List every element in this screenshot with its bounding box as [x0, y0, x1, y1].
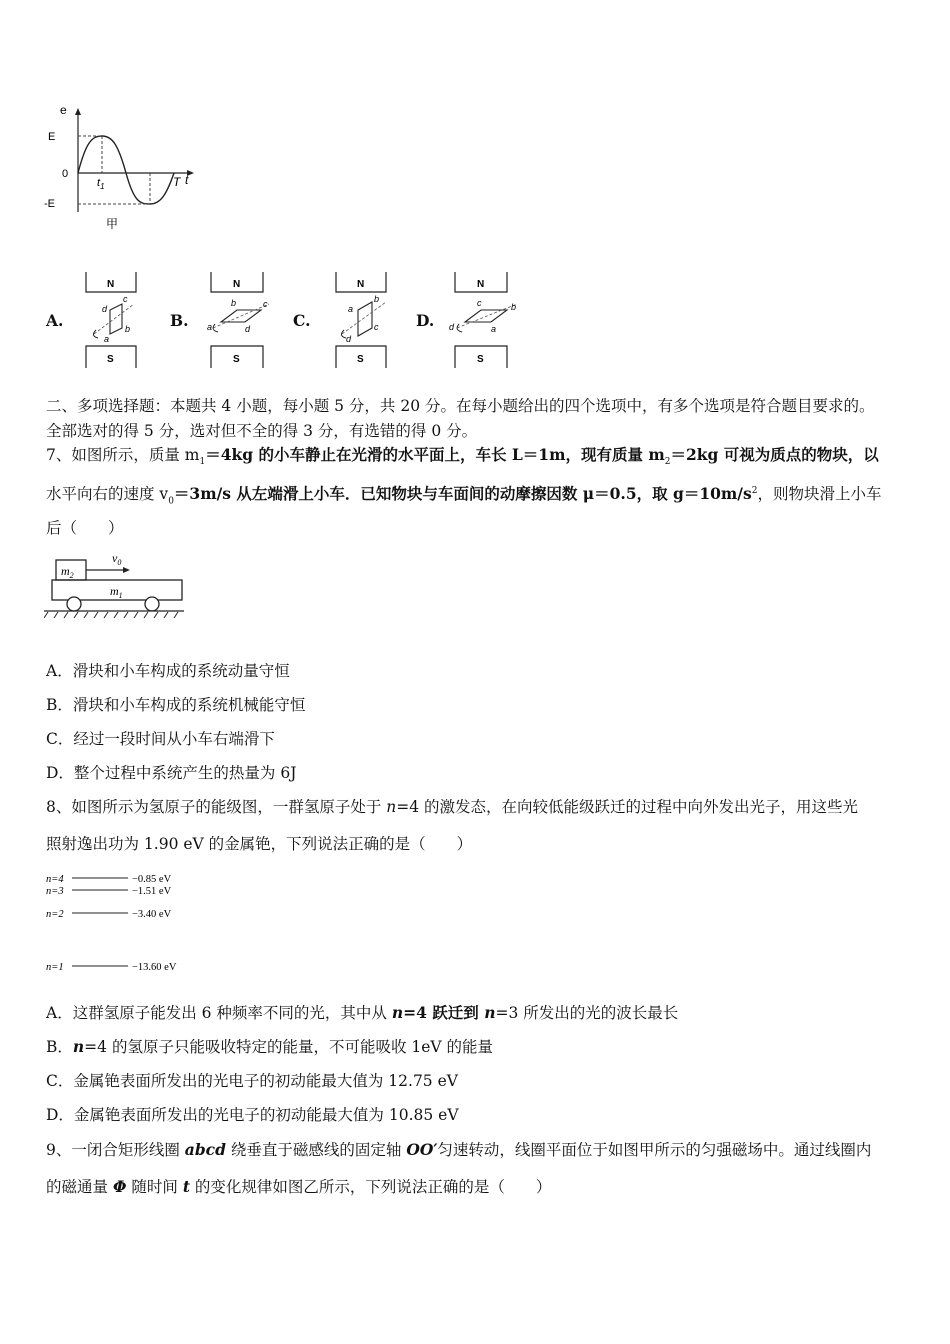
graph-label-t1: $t_1$ — [97, 177, 105, 191]
level-n3-label: n=3 — [46, 886, 64, 897]
q8-text: =4 跃迁到 — [403, 1003, 485, 1022]
q9-text: 绕垂直于磁感线的固定轴 — [225, 1141, 407, 1159]
q8-option-b[interactable] — [46, 1037, 493, 1057]
q9-text: 的磁通量 — [46, 1178, 113, 1196]
cart-wheel-right — [145, 597, 159, 611]
magnet-s-label: S — [233, 354, 240, 365]
q9-stem-line1 — [46, 1140, 871, 1160]
q9-text: 的变化规律如图乙所示，下列说法正确的是（ ） — [189, 1178, 552, 1196]
level-n1-energy: −13.60 eV — [132, 962, 177, 973]
coil-label: a — [104, 334, 110, 344]
q9-var: Φ — [112, 1177, 127, 1196]
q7-option-b[interactable]: B．滑块和小车构成的系统机械能守恒 — [46, 696, 306, 714]
q8-option-c[interactable]: C．金属铯表面所发出的光电子的初动能最大值为 12.75 eV — [46, 1072, 458, 1090]
q7-option-c[interactable]: C．经过一段时间从小车右端滑下 — [46, 730, 275, 748]
coil-label: c — [374, 322, 379, 332]
coil-label: b — [231, 298, 237, 308]
coil — [110, 304, 122, 334]
q6-option-c-figure[interactable] — [330, 272, 400, 368]
q8-text: =3 所发出的光的波长最长 — [495, 1004, 679, 1022]
q7-sub: 1 — [199, 457, 206, 468]
cart-label: $m_1$ — [110, 584, 123, 600]
magnet-s-label: S — [107, 354, 114, 365]
q6-option-b-letter[interactable]: B. — [170, 311, 189, 330]
magnet-n-label: N — [107, 279, 115, 290]
graph-label-e: e — [60, 103, 67, 117]
coil-label: c — [263, 299, 268, 309]
q8-option-a[interactable] — [46, 1003, 678, 1023]
coil-label: a — [491, 324, 497, 334]
q8-energy-level-diagram — [46, 868, 206, 978]
coil-label: b — [125, 324, 131, 334]
level-n1-label: n=1 — [46, 962, 64, 973]
block-label: $m_2$ — [61, 564, 74, 580]
q7-text: 7、如图所示，质量 m — [46, 446, 200, 464]
q7-option-a[interactable]: A．滑块和小车构成的系统动量守恒 — [46, 662, 290, 680]
magnet-s-label: S — [357, 354, 364, 365]
q7-text: ＝3m/s 从左端滑上小车．已知物块与车面间的动摩擦因数 μ＝0.5，取 g＝10m/s — [173, 484, 752, 504]
magnet-n-label: N — [357, 279, 365, 290]
magnet-n-label: N — [233, 279, 241, 290]
q8-text: =4 的氢原子只能吸收特定的能量，不可能吸收 1eV 的能量 — [84, 1038, 494, 1056]
q9-text: 9、一闭合矩形线圈 — [46, 1141, 185, 1159]
q7-stem-line1 — [46, 445, 879, 472]
graph-label-E: E — [48, 131, 56, 143]
q6-option-b-figure[interactable] — [203, 272, 279, 368]
level-n4-energy: −0.85 eV — [132, 874, 172, 885]
level-n4-label: n=4 — [46, 874, 64, 885]
graph-sine-curve — [78, 136, 174, 204]
q6-option-c-letter[interactable]: C. — [293, 311, 311, 330]
q7-sub: 0 — [168, 496, 174, 507]
level-n3-energy: −1.51 eV — [132, 886, 172, 897]
level-n2-label: n=2 — [46, 909, 64, 920]
coil-label: c — [123, 294, 128, 304]
q7-sub: 2 — [664, 457, 671, 468]
coil-label: d — [102, 304, 108, 314]
axis-oo — [213, 304, 269, 328]
q7-sup: 2 — [751, 486, 758, 496]
q9-text: 匀速转动，线圈平面位于如图甲所示的匀强磁场中。通过线圈内 — [437, 1141, 872, 1159]
magnet-s-label: S — [477, 354, 484, 365]
q7-text: 水平向右的速度 v — [46, 485, 169, 504]
q7-cart-figure — [44, 548, 186, 624]
q8-option-d[interactable]: D．金属铯表面所发出的光电子的初动能最大值为 10.85 eV — [46, 1106, 459, 1124]
graph-label-t: t — [185, 173, 189, 187]
q7-text: ＝2kg 可视为质点的物块，以 — [670, 445, 879, 464]
q8-var-n: n — [72, 1037, 85, 1056]
section2-line1: 二、多项选择题：本题共 4 小题，每小题 5 分，共 20 分。在每小题给出的四个选项中，有多个选项是符合题目要求的。 — [46, 397, 875, 415]
q9-text: 随时间 — [126, 1178, 183, 1196]
axis-oo — [457, 304, 517, 328]
coil-label: a — [207, 322, 213, 332]
q8-var-n: n — [484, 1003, 496, 1022]
velocity-arrow-head — [123, 567, 130, 573]
graph-label-negE: -E — [44, 198, 55, 210]
coil — [358, 302, 372, 336]
velocity-label: $v_0$ — [112, 551, 122, 567]
q8-var-n: n — [386, 798, 397, 816]
coil-label: d — [245, 324, 251, 334]
q8-var-n: n — [391, 1003, 404, 1022]
q7-stem-line2 — [46, 481, 881, 511]
q7-stem-line3: 后（ ） — [46, 519, 124, 537]
coil-label: d — [346, 334, 352, 344]
q9-stem-line2 — [46, 1177, 551, 1197]
cart-wheel-left — [67, 597, 81, 611]
q7-option-d[interactable]: D．整个过程中系统产生的热量为 6J — [46, 764, 297, 782]
graph-label-T: T — [173, 175, 181, 189]
q9-var: abcd — [184, 1140, 226, 1159]
q8-text: B． — [46, 1038, 73, 1056]
q8-text: =4 的激发态，在向较低能级跃迁的过程中向外发出光子，用这些光 — [396, 798, 859, 816]
coil-label: a — [348, 304, 354, 314]
q6-option-d-letter[interactable]: D. — [416, 311, 435, 330]
q7-text: ，则物块滑上小车 — [757, 485, 882, 504]
q7-text: ＝4kg 的小车静止在光滑的水平面上，车长 L＝1m，现有质量 m — [205, 445, 665, 464]
q6-option-a-letter[interactable]: A. — [46, 311, 64, 330]
coil-label: c — [477, 298, 482, 308]
q8-text: 8、如图所示为氢原子的能级图，一群氢原子处于 — [46, 798, 387, 816]
q8-stem-line2: 照射逸出功为 1.90 eV 的金属铯，下列说法正确的是（ ） — [46, 835, 473, 853]
magnet-n-label: N — [477, 279, 485, 290]
ground-hatching — [44, 612, 178, 618]
graph-label-zero: 0 — [62, 168, 69, 180]
q6-option-a-figure[interactable] — [80, 272, 150, 368]
graph-jia — [40, 100, 210, 240]
q9-var: t — [182, 1177, 190, 1196]
q8-text: A．这群氢原子能发出 6 种频率不同的光，其中从 — [46, 1004, 392, 1022]
section2-line2: 全部选对的得 5 分，选对但不全的得 3 分，有选错的得 0 分。 — [46, 422, 478, 440]
graph-caption: 甲 — [106, 217, 119, 231]
coil-label: b — [374, 294, 380, 304]
coil-label: b — [511, 302, 517, 312]
q8-stem-line1 — [46, 797, 858, 817]
graph-y-arrow — [75, 108, 81, 115]
q9-var: OO′ — [406, 1140, 438, 1159]
level-n2-energy: −3.40 eV — [132, 909, 172, 920]
q6-option-d-figure[interactable] — [447, 272, 525, 368]
coil-label: d — [449, 322, 455, 332]
